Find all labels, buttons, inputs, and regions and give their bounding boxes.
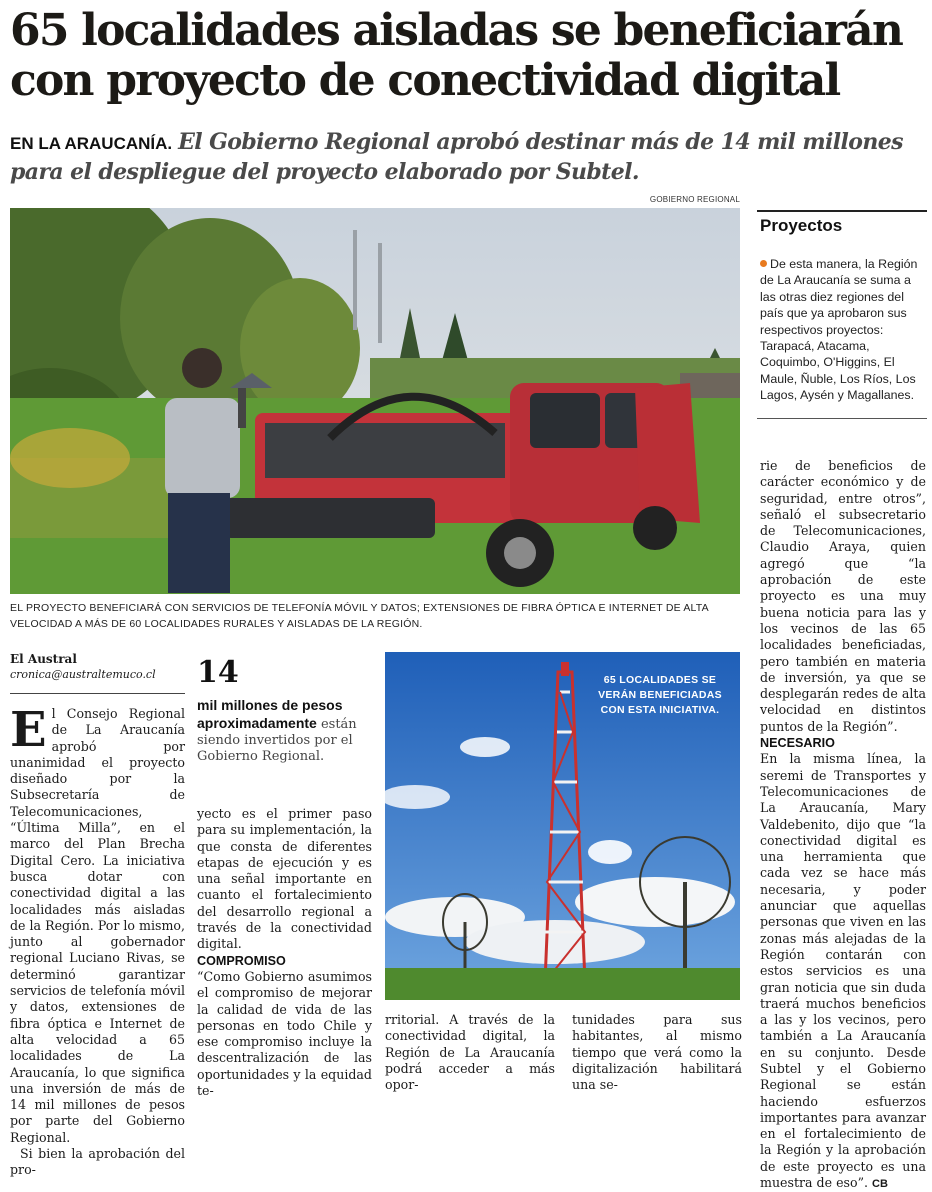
article-column-4: [760, 458, 926, 1192]
subheadline-block: [10, 128, 925, 186]
subheadline: El Gobierno Regional aprobó destinar más de 14 mil millones para el despliegue del proyecto elaborado por Subtel.: [10, 129, 903, 185]
dropcap: E: [10, 702, 47, 758]
article-column-1: [10, 702, 185, 1179]
bullet-dot-icon: [760, 260, 767, 267]
sidebar-top-rule: [757, 210, 927, 212]
article-col3a-text: rritorial. A través de la conectividad digital, la Región de La Araucanía podrá acceder a más opor-: [385, 1012, 555, 1093]
factbox-text: [197, 697, 367, 765]
subheading-compromiso: COMPROMISO: [197, 953, 286, 968]
article-column-2: [197, 806, 372, 1099]
main-photo: [10, 208, 740, 594]
tower-photo-label: 65 LOCALIDADES SE VERÁN BENEFICIADAS CON ESTA INICIATIVA.: [598, 674, 722, 716]
sidebar-title: Proyectos: [760, 216, 843, 235]
factbox-rest: están siendo invertidos por el Gobierno Regional.: [197, 717, 357, 764]
article-col2-b: “Como Gobierno asumimos el compromiso de mejorar la calidad de vida de las personas en todo Chile y ese compromiso incluye la descentralización de las oportunidades y la equidad te-: [197, 968, 372, 1099]
subheading-necesario: NECESARIO: [760, 736, 835, 751]
photo-credit: GOBIERNO REGIONAL: [649, 195, 740, 204]
sidebar-text: De esta manera, la Región de La Araucanía se suma a las otras diez regiones del país que ya aprobaron sus respectivos proyectos: Tarapacá, Atacama, Coquimbo, O'Higgins, El Maule, Ñuble, Los Ríos, Los Lagos, Aysén y Magallanes.: [760, 257, 918, 403]
article-col4-b: En la misma línea, la seremi de Transportes y Telecomunicaciones de La Araucanía, Mary Valdebenito, dijo que “la conectividad digital es una herramienta que cada vez se hace más necesaria, y poder anunciar que aquellas personas que viven en las zonas más alejadas de la Región contarán con estos servicios es una gran noticia que sin duda traerá muchos beneficios a las y los vecinos, pero también a La Araucanía en su conjunto. Desde Subtel y el Gobierno Regional se están haciendo esfuerzos importantes para avanzar en el fortalecimiento de la Región y la aprobación de este proyecto es una muestra de eso”.: [760, 751, 926, 1191]
byline-author: El Austral: [10, 652, 77, 666]
article-col4-text: rie de beneficios de carácter económico y de seguridad, entre otros”, señaló el subsecretario de Telecomunicaciones, Claudio Araya, quien agregó que “la aprobación de este proyecto es una muy buena noticia para las y los vecinos de las 65 localidades beneficiadas, pero también en materia de inversión, ya que se desplegarán redes de alta velocidad en distintos puntos de la Región”.: [760, 458, 926, 734]
factbox-number: 14: [197, 655, 239, 690]
sidebar-bottom-rule: [757, 418, 927, 419]
article-col3b-text: tunidades para sus habitantes, al mismo tiempo que verá como la digitalización habilitará una se-: [572, 1012, 742, 1093]
byline-rule: [10, 693, 185, 694]
kicker: EN LA ARAUCANÍA.: [10, 134, 173, 153]
photo-caption: EL PROYECTO BENEFICIARÁ CON SERVICIOS DE TELEFONÍA MÓVIL Y DATOS; EXTENSIONES DE FIBRA ÓPTICA E INTERNET DE ALTA VELOCIDAD A MÁS DE 60 LOCALIDADES RURALES Y AISLADAS DE LA REGIÓN.: [10, 602, 709, 630]
main-photo-illustration: [10, 208, 740, 594]
end-mark: CB: [872, 1178, 888, 1191]
headline: 65 localidades aisladas se beneficiarán con proyecto de conectividad digital: [10, 5, 903, 106]
byline: [10, 651, 185, 683]
article-col1-end: Si bien la aprobación del pro-: [10, 1146, 185, 1178]
sidebar-body: [760, 256, 926, 404]
article-column-3b: [572, 1012, 742, 1093]
byline-email: cronica@australtemuco.cl: [10, 668, 156, 681]
article-col1-text: l Consejo Regional de La Araucanía aprobó por unanimidad el proyecto diseñado por la Subsecretaría de Telecomunicaciones, “Última Milla”, en el marco del Plan Brecha Digital Cero. La iniciativa busca dotar con conectividad digital a las localidades más aisladas de la Región. Por lo mismo, junto al gobernador regional Luciano Rivas, se determinó garantizar servicios de telefonía móvil y datos, extensiones de fibra óptica e Internet de alta velocidad a 65 localidades de La Araucanía, lo que significa una inversión de más de 14 mil millones de pesos por parte del Gobierno Regional.: [10, 706, 185, 1145]
article-col2-text: yecto es el primer paso para su implementación, la que consta de diferentes etapas de ejecución y es una señal importante en cuanto el fortalecimiento del desarrollo regional a través de la conectividad digital.: [197, 806, 372, 952]
article-column-3a: [385, 1012, 555, 1093]
factbox-strong: mil millones de pesos aproximadamente: [197, 697, 343, 731]
